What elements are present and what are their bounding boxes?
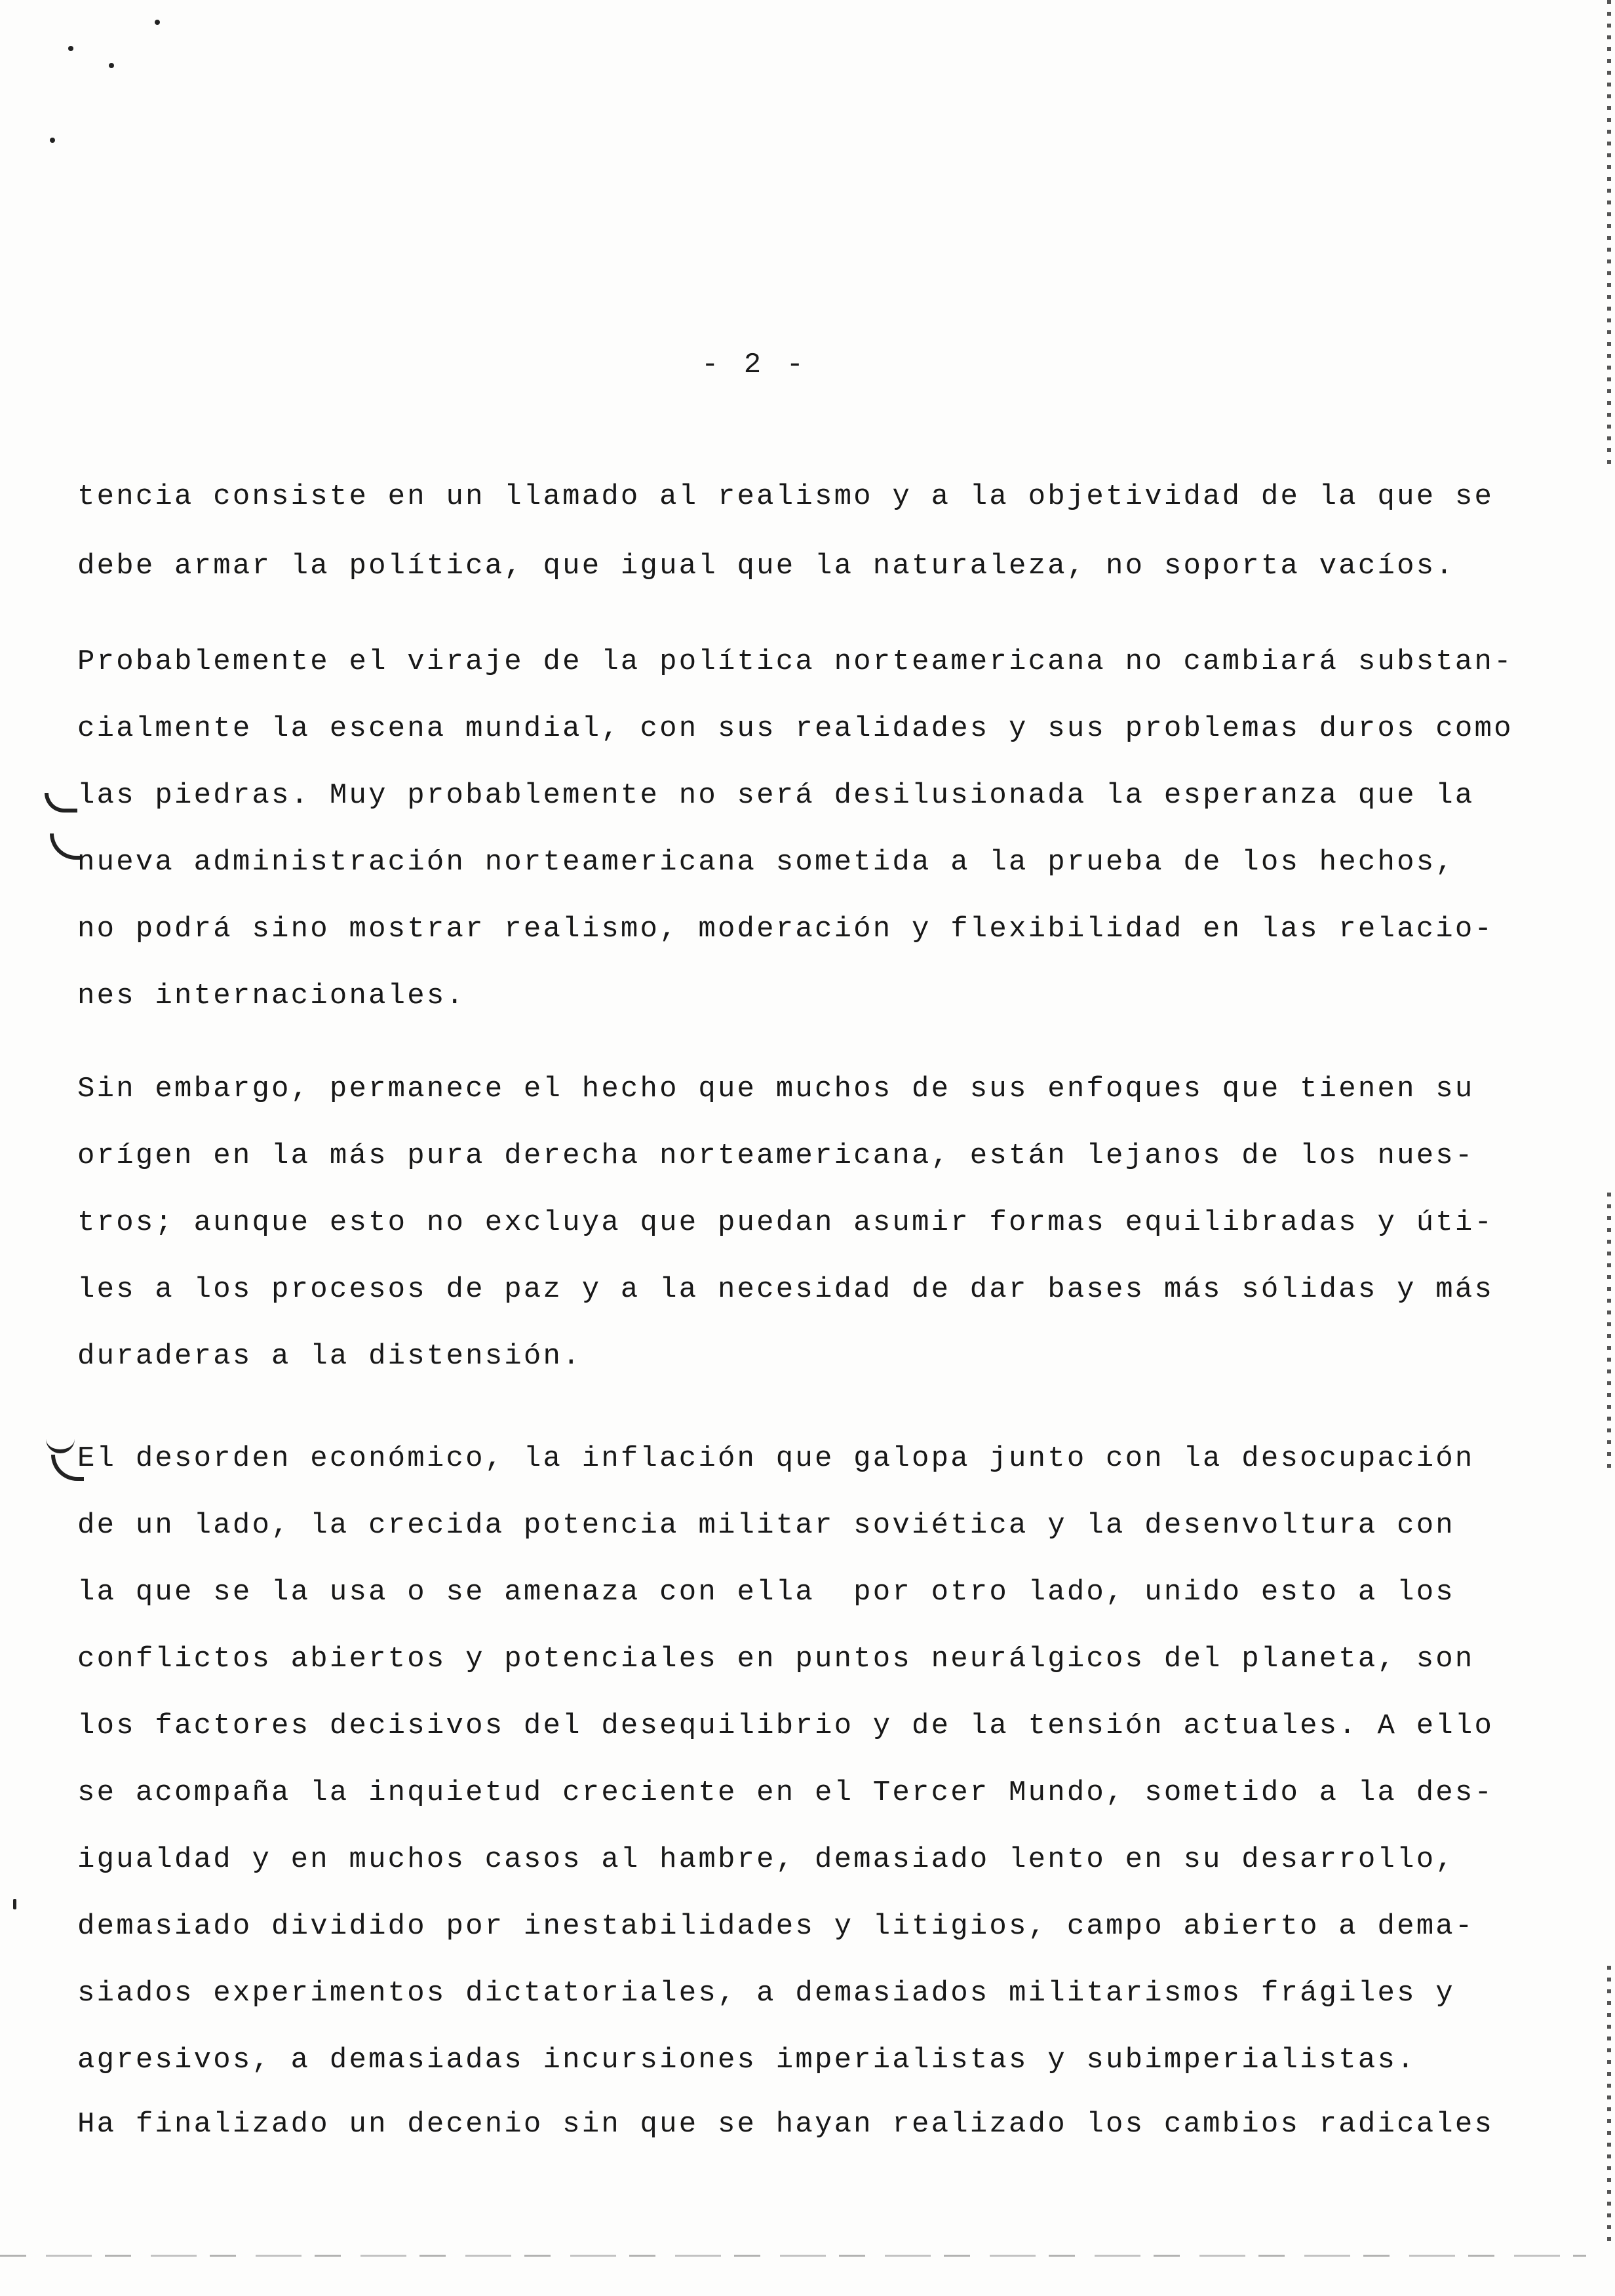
text-line: nes internacionales. (77, 980, 466, 1012)
scan-edge-right (1607, 1966, 1611, 2241)
text-line: duraderas a la distensión. (77, 1340, 582, 1373)
speck-mark (50, 138, 55, 143)
scan-edge-right (1607, 1193, 1611, 1468)
speck-mark (13, 1899, 16, 1909)
text-line: no podrá sino mostrar realismo, moderación y flexibilidad en las relacio- (77, 913, 1494, 946)
text-line: las piedras. Muy probablemente no será desilusionada la esperanza que la (77, 779, 1475, 812)
text-line: Sin embargo, permanece el hecho que muchos de sus enfoques que tienen su (77, 1073, 1475, 1105)
text-line: la que se la usa o se amenaza con ella por otro lado, unido esto a los (77, 1576, 1455, 1609)
speck-mark (68, 46, 73, 51)
text-line: se acompaña la inquietud creciente en el Tercer Mundo, sometido a la des- (77, 1776, 1494, 1809)
page-number: - 2 - (701, 349, 808, 381)
text-line: El desorden económico, la inflación que galopa junto con la desocupación (77, 1442, 1475, 1475)
speck-mark (155, 20, 160, 25)
text-line: demasiado dividido por inestabilidades y litigios, campo abierto a dema- (77, 1910, 1475, 1943)
text-line: orígen en la más pura derecha norteamericana, están lejanos de los nues- (77, 1139, 1475, 1172)
text-line: igualdad y en muchos casos al hambre, demasiado lento en su desarrollo, (77, 1843, 1455, 1876)
text-line: cialmente la escena mundial, con sus realidades y sus problemas duros como (77, 712, 1513, 745)
text-line: agresivos, a demasiadas incursiones imperialistas y subimperialistas. (77, 2044, 1416, 2076)
text-line: les a los procesos de paz y a la necesidad de dar bases más sólidas y más (77, 1273, 1494, 1306)
scan-edge-bottom (0, 2255, 1586, 2257)
text-line: conflictos abiertos y potenciales en puntos neurálgicos del planeta, son (77, 1643, 1475, 1675)
text-line: siados experimentos dictatoriales, a demasiados militarismos frágiles y (77, 1977, 1455, 2010)
margin-mark (46, 1436, 75, 1453)
margin-mark (45, 793, 77, 813)
speck-mark (109, 63, 114, 68)
text-line: los factores decisivos del desequilibrio y de la tensión actuales. A ello (77, 1710, 1494, 1742)
text-line: Probablemente el viraje de la política norteamericana no cambiará substan- (77, 645, 1513, 678)
scan-edge-right (1607, 0, 1611, 472)
text-line: tencia consiste en un llamado al realismo y a la objetividad de la que se (77, 480, 1494, 513)
text-line: de un lado, la crecida potencia militar soviética y la desenvoltura con (77, 1509, 1455, 1542)
text-line: debe armar la política, que igual que la naturaleza, no soporta vacíos. (77, 550, 1455, 583)
text-line: nueva administración norteamericana sometida a la prueba de los hechos, (77, 846, 1455, 879)
text-line: tros; aunque esto no excluya que puedan asumir formas equilibradas y úti- (77, 1206, 1494, 1239)
text-line: Ha finalizado un decenio sin que se hayan realizado los cambios radicales (77, 2108, 1494, 2141)
